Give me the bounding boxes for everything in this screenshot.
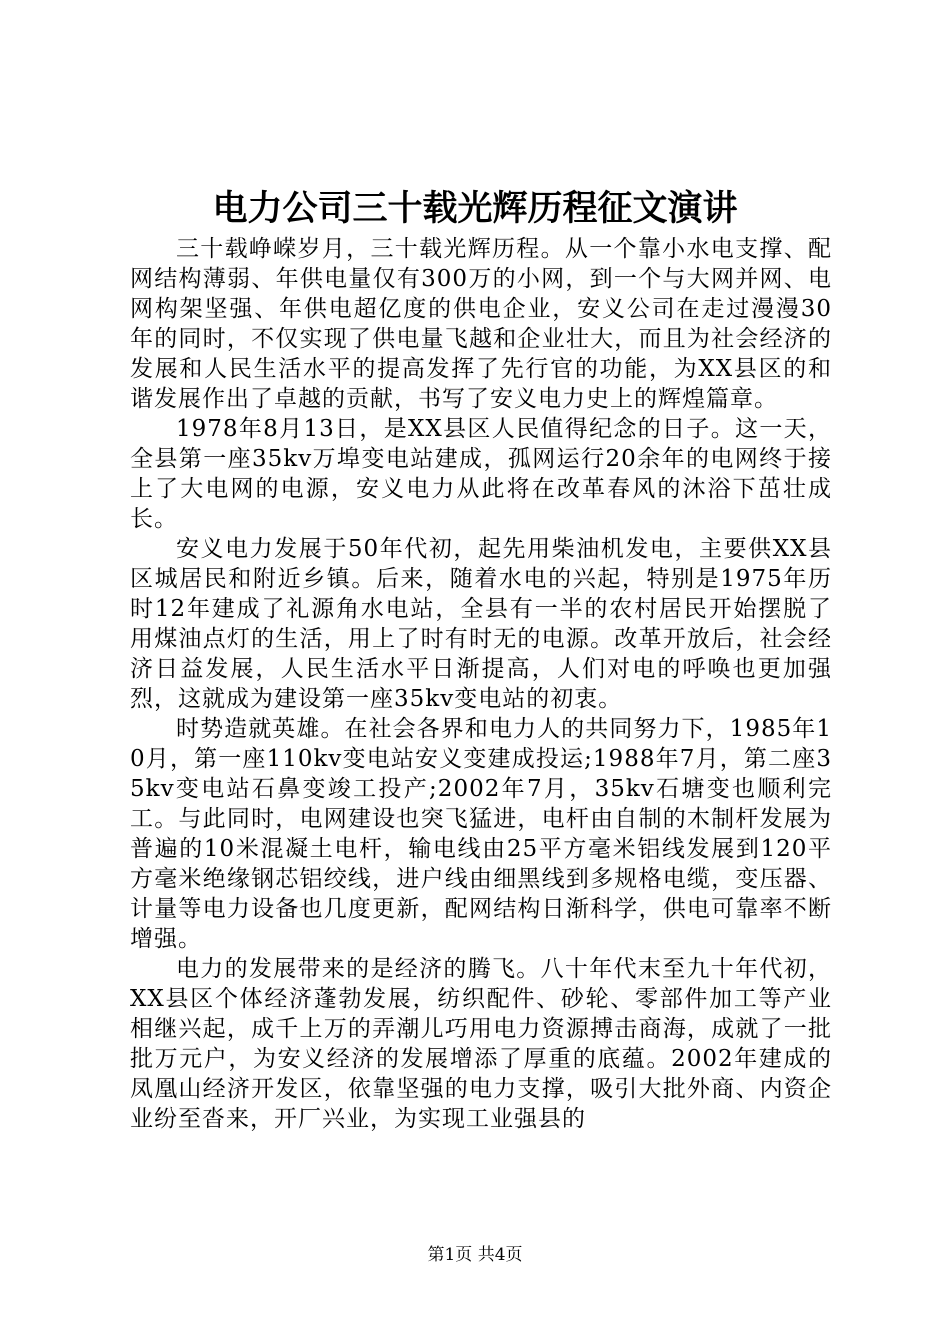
paragraph: 时势造就英雄。在社会各界和电力人的共同努力下，1985年10月，第一座110kv变电站安义变建成投运;1988年7月，第二座35kv变电站石鼻变竣工投产;2002年7月，35kv石塘变也顺利完工。与此同时，电网建设也突飞猛进，电杆由自制的木制杆发展为普遍的10米混凝土电杆，输电线由25平方毫米铝线发展到120平方毫米绝缘钢芯铝绞线，进户线由细黑线到多规格电缆，变压器、计量等电力设备也几度更新，配网结构日渐科学，供电可靠率不断增强。: [130, 716, 832, 952]
document-title: 电力公司三十载光辉历程征文演讲: [212, 188, 738, 229]
paragraph: 1978年8月13日，是XX县区人民值得纪念的日子。这一天，全县第一座35kv万埠变电站建成，孤网运行20余年的电网终于接上了大电网的电源，安义电力从此将在改革春风的沐浴下茁壮成长。: [130, 416, 832, 532]
document-body: [130, 234, 832, 1134]
paragraph: 三十载峥嵘岁月，三十载光辉历程。从一个靠小水电支撑、配网结构薄弱、年供电量仅有300万的小网，到一个与大网并网、电网构架坚强、年供电超亿度的供电企业，安义公司在走过漫漫30年的同时，不仅实现了供电量飞越和企业壮大，而且为社会经济的发展和人民生活水平的提高发挥了先行官的功能，为XX县区的和谐发展作出了卓越的贡献，书写了安义电力史上的辉煌篇章。: [130, 236, 832, 412]
paragraph: 安义电力发展于50年代初，起先用柴油机发电，主要供XX县区城居民和附近乡镇。后来，随着水电的兴起，特别是1975年历时12年建成了礼源角水电站，全县有一半的农村居民开始摆脱了用煤油点灯的生活，用上了时有时无的电源。改革开放后，社会经济日益发展，人民生活水平日渐提高，人们对电的呼唤也更加强烈，这就成为建设第一座35kv变电站的初衷。: [130, 536, 832, 712]
page-number-footer: 第1页 共4页: [427, 1245, 523, 1265]
paragraph: 电力的发展带来的是经济的腾飞。八十年代末至九十年代初，XX县区个体经济蓬勃发展，纺织配件、砂轮、零部件加工等产业相继兴起，成千上万的弄潮儿巧用电力资源搏击商海，成就了一批批万元户，为安义经济的发展增添了厚重的底蕴。2002年建成的凤凰山经济开发区，依靠坚强的电力支撑，吸引大批外商、内资企业纷至沓来，开厂兴业，为实现工业强县的: [130, 956, 832, 1132]
